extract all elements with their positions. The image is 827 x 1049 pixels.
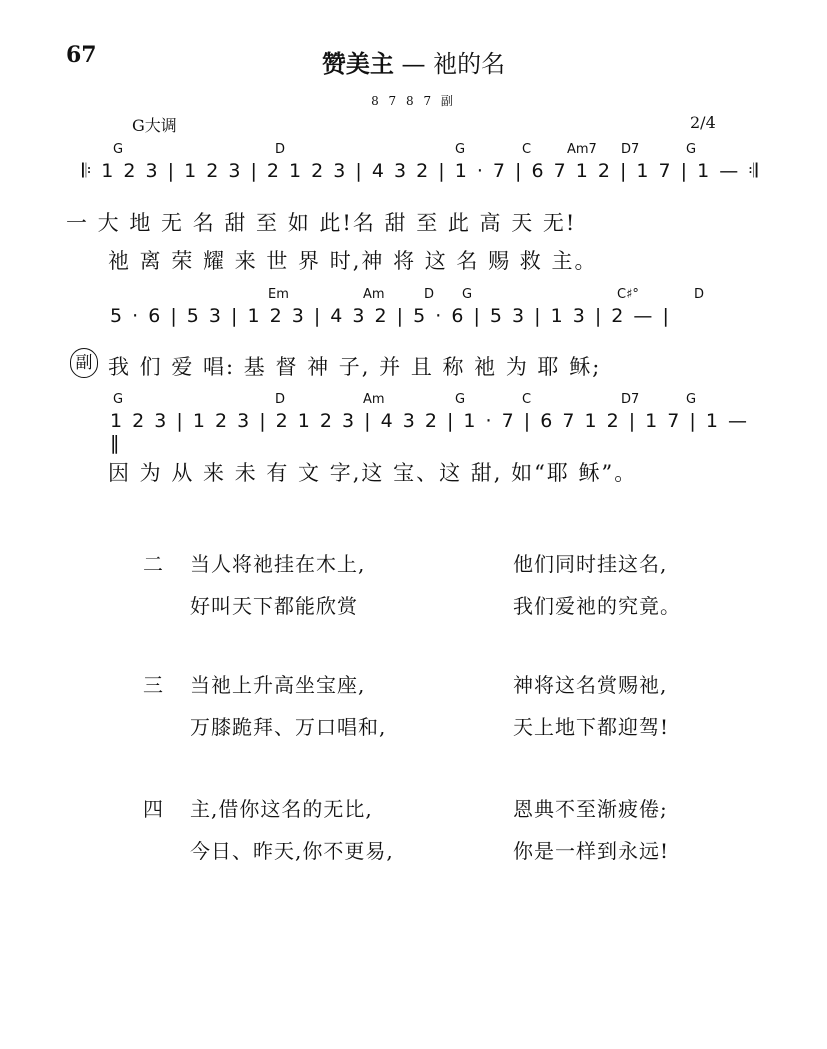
- chord: D: [275, 392, 286, 407]
- title-sub: — 祂的名: [393, 50, 506, 78]
- notation-text: 1 2 3 | 1 2 3 | 2 1 2 3 | 4 3 2 | 1 · 7 | 6 7 1 2 | 1 7 | 1 — ‖: [110, 410, 749, 454]
- chord: Em: [268, 287, 289, 302]
- meter: 8 7 8 7 副: [371, 94, 456, 108]
- score-line-3: [0, 392, 827, 452]
- chord: D: [275, 142, 286, 157]
- verse-line: 当人将祂挂在木上,: [190, 552, 366, 576]
- lyric-text: 一 大 地 无 名 甜 至 如 此!名 甜 至 此 高 天 无!: [66, 211, 577, 235]
- notation: [82, 160, 762, 182]
- chord: D7: [621, 142, 640, 157]
- verse-line: 天上地下都迎驾!: [513, 715, 670, 739]
- verse-line: 主,借你这名的无比,: [190, 797, 373, 821]
- verse-number: 二: [143, 552, 163, 576]
- chord: C: [522, 142, 532, 157]
- chord: D: [424, 287, 435, 302]
- chord: Am: [363, 287, 385, 302]
- chord: G: [686, 142, 697, 157]
- score-line-1: [0, 142, 827, 202]
- chord: G: [113, 142, 124, 157]
- hymn-title: [0, 44, 827, 79]
- chord: D7: [621, 392, 640, 407]
- chord: Am: [363, 392, 385, 407]
- chorus-mark: 副: [70, 348, 98, 378]
- verse-line: 好叫天下都能欣赏: [190, 594, 358, 618]
- key-signature: G大调: [132, 116, 177, 135]
- time-signature: 2/4: [690, 113, 716, 132]
- notation: [110, 410, 760, 454]
- chord: D: [694, 287, 705, 302]
- chord: G: [113, 392, 124, 407]
- chord: C♯°: [617, 287, 639, 302]
- chord: G: [455, 142, 466, 157]
- title-main: 赞美主: [321, 49, 394, 78]
- chord: G: [686, 392, 697, 407]
- verse-line: 恩典不至渐疲倦;: [513, 797, 668, 821]
- lyric-text: 我 们 爱 唱: 基 督 神 子, 并 且 称 祂 为 耶 稣;: [108, 355, 602, 379]
- chord: G: [462, 287, 473, 302]
- chord: Am7: [567, 142, 597, 157]
- lyric-text: 祂 离 荣 耀 来 世 界 时,神 将 这 名 赐 救 主。: [108, 249, 598, 273]
- verse-line: 你是一样到永远!: [513, 839, 670, 863]
- verse-line: 他们同时挂这名,: [513, 552, 668, 576]
- notation: [110, 305, 760, 327]
- lyric-text: 因 为 从 来 未 有 文 字,这 宝、这 甜, 如“耶 稣”。: [108, 461, 638, 485]
- verse-line: 今日、昨天,你不更易,: [190, 839, 394, 863]
- verse-line: 当祂上升高坐宝座,: [190, 673, 366, 697]
- verse-number: 三: [143, 673, 163, 697]
- verse-number: 四: [143, 797, 163, 821]
- verse-line: 神将这名赏赐祂,: [513, 673, 668, 697]
- hymn-number: 67: [66, 42, 97, 68]
- score-line-2: [0, 287, 827, 347]
- verse-line: 万膝跪拜、万口唱和,: [190, 715, 387, 739]
- chord: G: [455, 392, 466, 407]
- notation-text: 5 · 6 | 5 3 | 1 2 3 | 4 3 2 | 5 · 6 | 5 3 | 1 3 | 2 — |: [110, 305, 671, 327]
- verse-line: 我们爱祂的究竟。: [513, 594, 681, 618]
- notation-text: 𝄆 1 2 3 | 1 2 3 | 2 1 2 3 | 4 3 2 | 1 · 7 | 6 7 1 2 | 1 7 | 1 — 𝄇: [82, 160, 760, 182]
- chord: C: [522, 392, 532, 407]
